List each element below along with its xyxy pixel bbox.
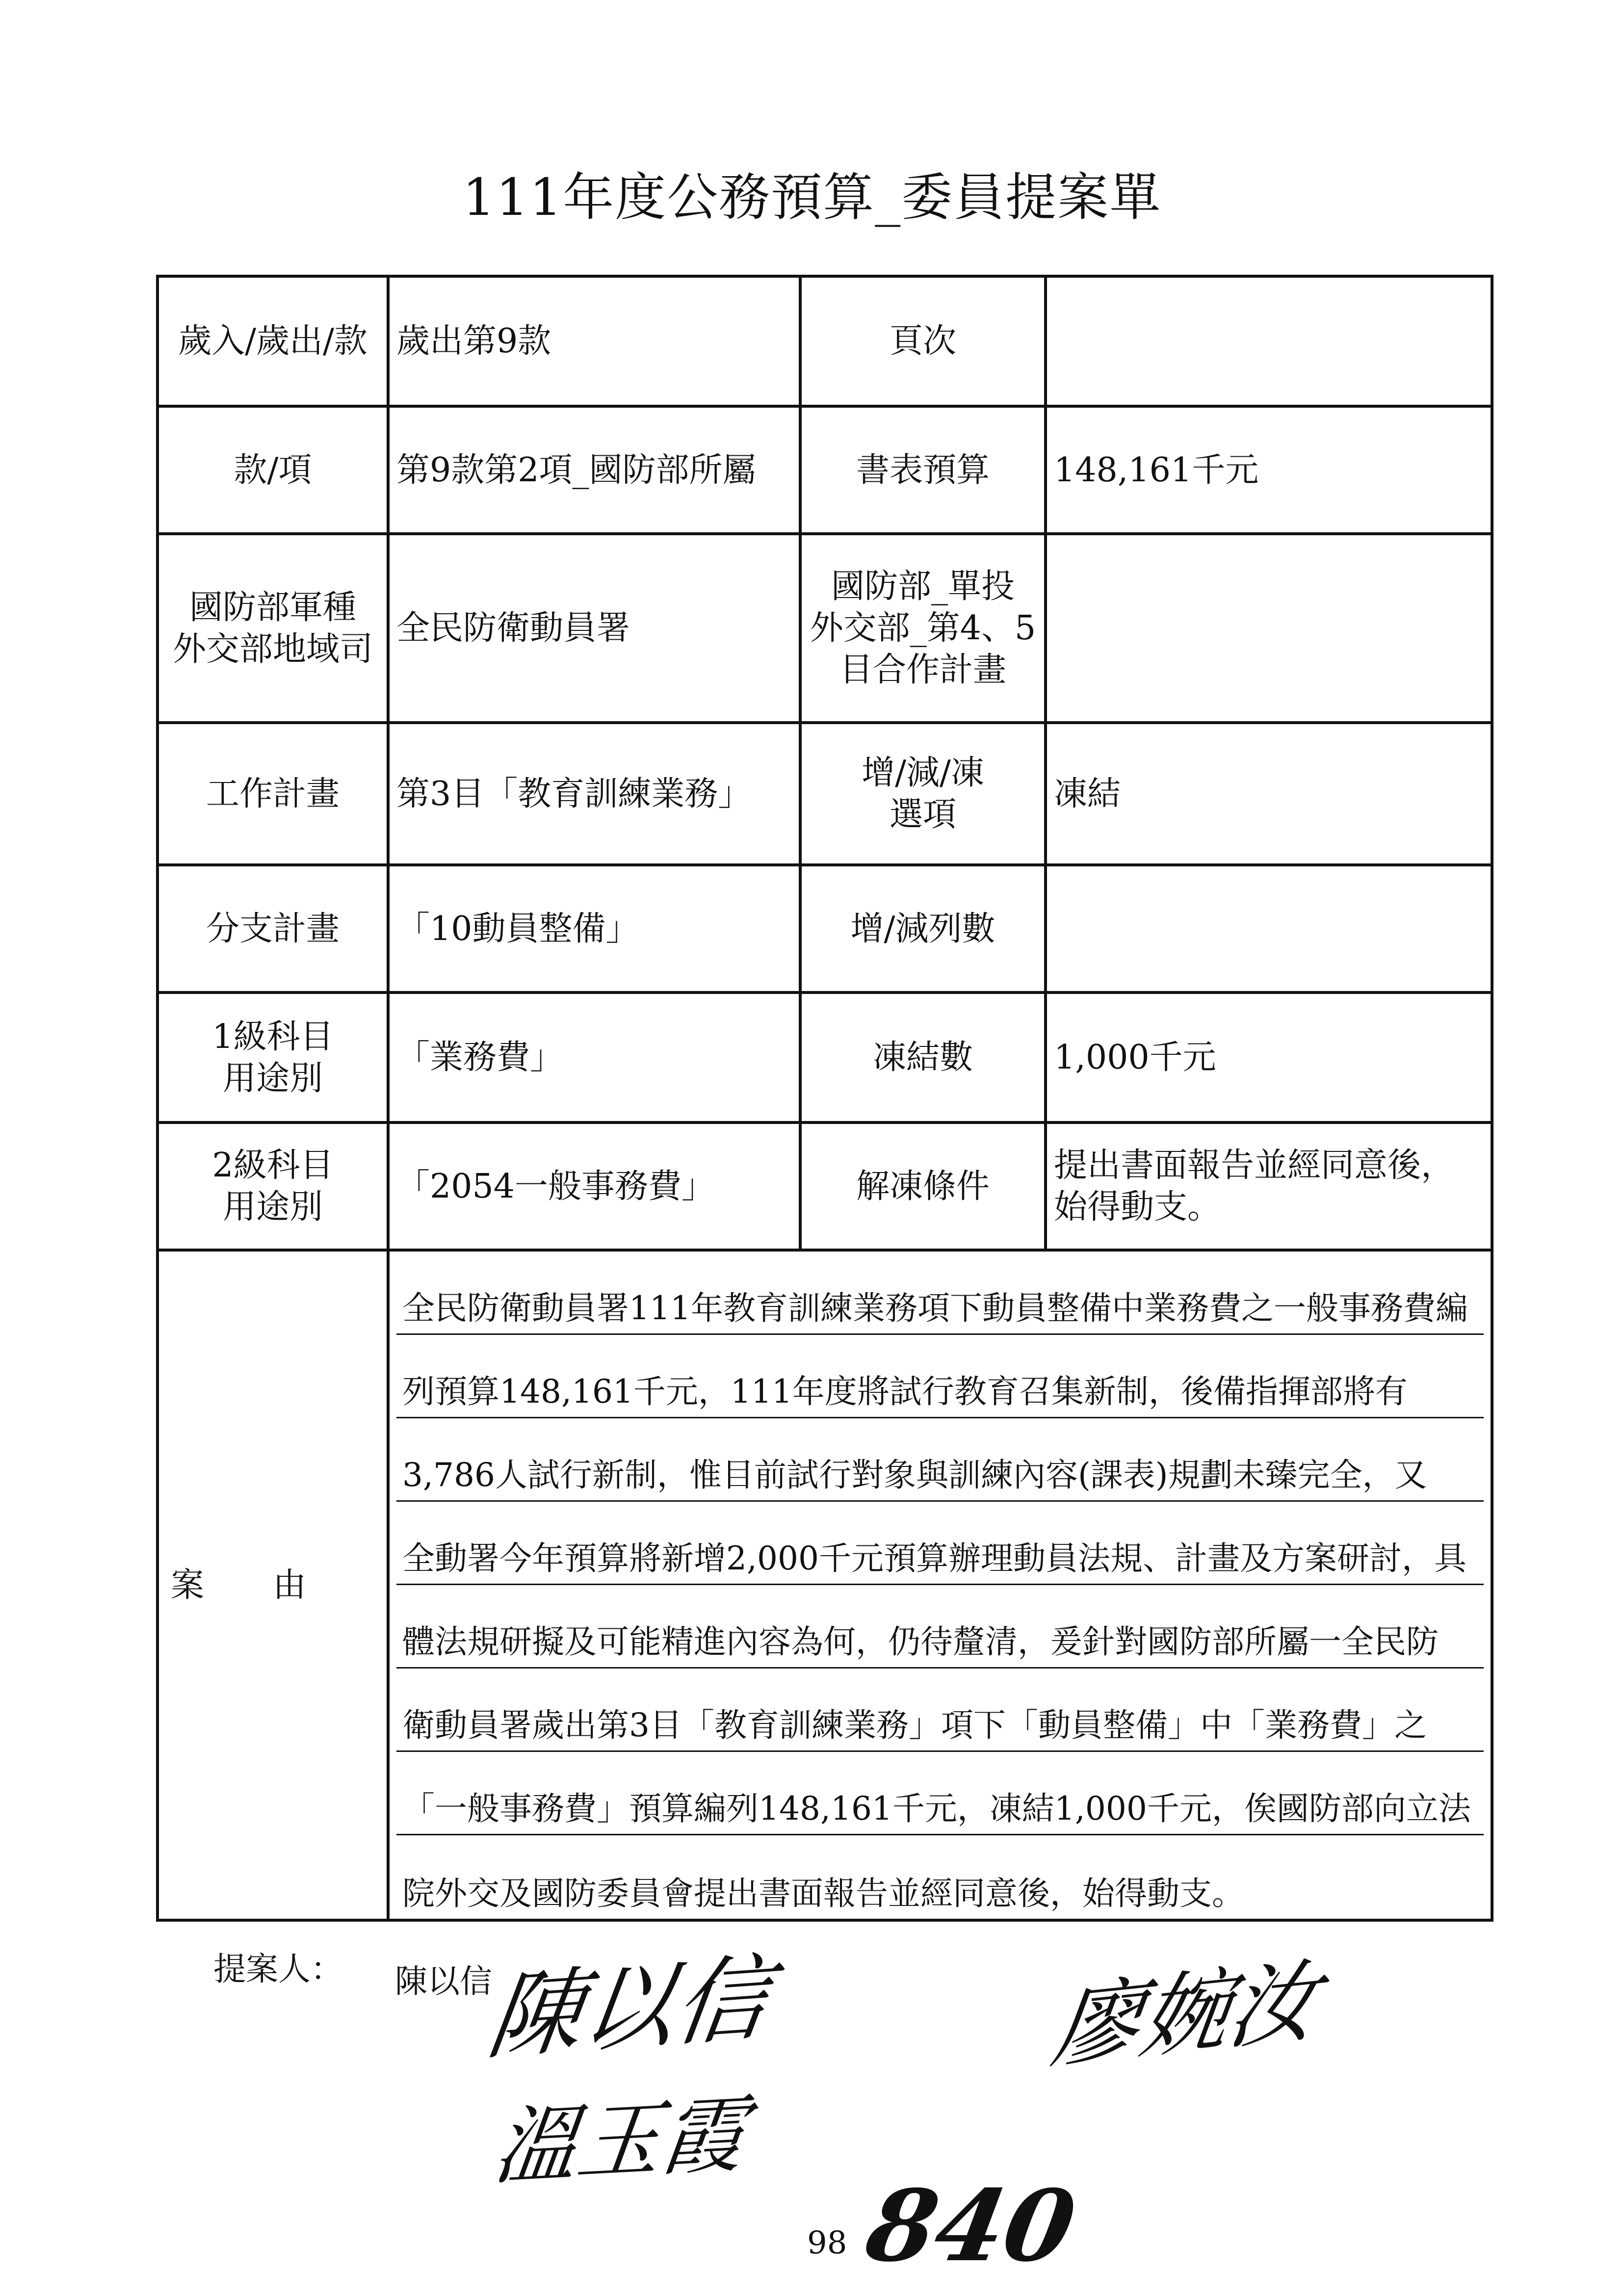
label-level2-subject: 2級科目 用途別: [157, 1122, 388, 1250]
label-reason: 案由: [157, 1250, 388, 1920]
form-row-section: [157, 406, 1492, 534]
label-revenue-expense-item: 歲入/歲出/款: [157, 276, 388, 406]
reason-line: 3,786人試行新制，惟目前試行對象與訓練內容(課表)規劃未臻完全，又: [396, 1418, 1484, 1502]
reason-line: 院外交及國防委員會提出書面報告並經同意後，始得動支。: [402, 1874, 1244, 1912]
label-work-plan: 工作計畫: [157, 723, 388, 865]
form-row-level2-subject: [157, 1122, 1492, 1250]
reason-line: 全動署今年預算將新增2,000千元預算辦理動員法規、計畫及方案研討，具: [396, 1502, 1484, 1585]
label-cooperation-plan: 國防部_單投 外交部_第4、5 目合作計畫: [800, 534, 1046, 723]
label-branch-plan: 分支計畫: [157, 865, 388, 992]
reason-line: 全民防衛動員署111年教育訓練業務項下動員整備中業務費之一般事務費編: [396, 1252, 1484, 1335]
form-row-work-plan: [157, 723, 1492, 865]
value-adjust-option: 凍結: [1046, 723, 1492, 865]
value-level2-subject: 「2054一般事務費」: [388, 1122, 800, 1250]
label-page: 頁次: [800, 276, 1046, 406]
label-military-branch: 國防部軍種 外交部地域司: [157, 534, 388, 723]
value-branch-plan: 「10動員整備」: [388, 865, 800, 992]
value-page: [1046, 276, 1492, 406]
proposer-label: 提案人：: [213, 1950, 343, 1988]
label-section-item: 款/項: [157, 406, 388, 534]
value-work-plan: 第3目「教育訓練業務」: [388, 723, 800, 865]
proposal-form-table: [156, 275, 1493, 1922]
label-adjust-amount: 增/減列數: [800, 865, 1046, 992]
value-frozen-amount: 1,000千元: [1046, 992, 1492, 1122]
value-unfreeze-condition: 提出書面報告並經同意後， 始得動支。: [1046, 1122, 1492, 1250]
form-row-branch-plan: [157, 865, 1492, 992]
signature-3: 溫玉霞: [488, 2086, 751, 2197]
label-budget-amount: 書表預算: [800, 406, 1046, 534]
signature-2: 廖婉汝: [1046, 1948, 1325, 2081]
proposer-printed-name: 陳以信: [395, 1962, 492, 2000]
document-title: 111年度公務預算_委員提案單: [462, 167, 1162, 227]
form-row-level1-subject: [157, 992, 1492, 1122]
signature-1: 陳以信: [482, 1943, 777, 2073]
handwritten-page-number: 840: [858, 2168, 1084, 2284]
value-revenue-expense-item: 歲出第9款: [388, 276, 800, 406]
form-row-reason: [157, 1250, 1492, 1920]
value-budget-amount: 148,161千元: [1046, 406, 1492, 534]
form-row-account: [157, 276, 1492, 406]
label-adjust-option: 增/減/凍 選項: [800, 723, 1046, 865]
value-section-item: 第9款第2項_國防部所屬: [388, 406, 800, 534]
label-level1-subject: 1級科目 用途別: [157, 992, 388, 1122]
page-number: 98: [807, 2225, 847, 2261]
value-adjust-amount: [1046, 865, 1492, 992]
label-frozen-amount: 凍結數: [800, 992, 1046, 1122]
reason-line: 列預算148,161千元，111年度將試行教育召集新制，後備指揮部將有: [396, 1335, 1484, 1418]
value-cooperation-plan: [1046, 534, 1492, 723]
value-level1-subject: 「業務費」: [388, 992, 800, 1122]
form-row-unit: [157, 534, 1492, 723]
reason-line: 「一般事務費」預算編列148,161千元，凍結1,000千元，俟國防部向立法: [396, 1752, 1484, 1835]
reason-line: 衛動員署歲出第3目「教育訓練業務」項下「動員整備」中「業務費」之: [396, 1669, 1484, 1752]
label-unfreeze-condition: 解凍條件: [800, 1122, 1046, 1250]
reason-line: 體法規研擬及可能精進內容為何，仍待釐清，爰針對國防部所屬一全民防: [396, 1585, 1484, 1669]
value-unit: 全民防衛動員署: [388, 534, 800, 723]
reason-text: [388, 1250, 1492, 1920]
